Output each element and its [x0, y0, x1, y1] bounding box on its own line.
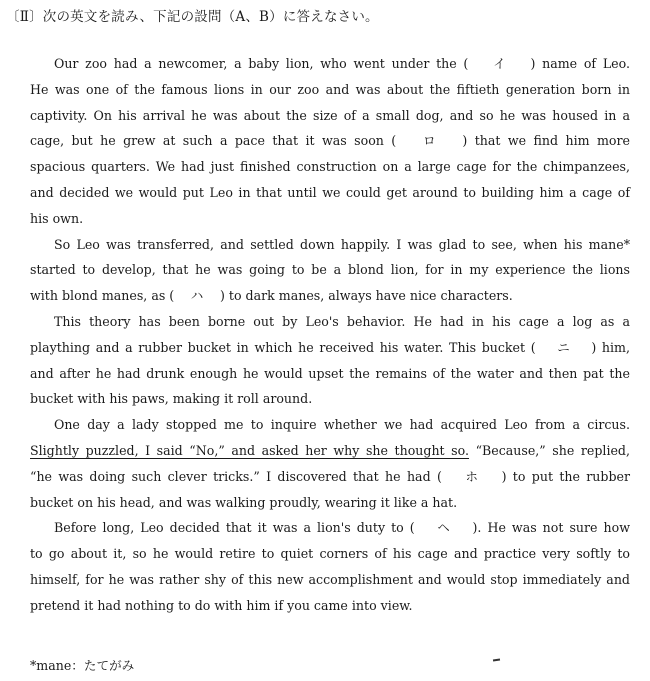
line-text: spacious quarters. We had just finished construction on a large cage for the chimpanzees, [30, 159, 630, 175]
line-text: himself, for he was rather shy of this new accomplishment and would stop immediately and [30, 571, 630, 587]
underlined-sentence: Slightly puzzled, I said “No,” and asked her why she thought so. [30, 442, 470, 458]
passage-line [30, 232, 630, 258]
passage-line [30, 335, 630, 361]
passage-line [30, 154, 630, 180]
line-text: bucket on his head, and was walking proudly, wearing it like a hat. [30, 494, 458, 510]
passage-line [30, 309, 630, 335]
line-text: with blond manes, as ( ハ ) to dark manes, always have nice characters. [30, 288, 513, 304]
line-text: plaything and a rubber bucket in which he received his water. This bucket ( ニ ) him, [30, 339, 630, 355]
line-text: bucket with his paws, making it roll around. [30, 391, 313, 407]
passage-line [30, 77, 630, 103]
line-text: One day a lady stopped me to inquire whether we had acquired Leo from a circus. [54, 417, 630, 433]
passage-line [30, 128, 630, 154]
footnote: *mane：たてがみ [30, 658, 135, 673]
line-text: captivity. On his arrival he was about the size of a small dog, and so he was housed in a [30, 107, 630, 123]
line-text: cage, but he grew at such a pace that it was soon ( ロ ) that we find him more [30, 133, 630, 149]
english-passage [30, 51, 630, 619]
section-header: 〔Ⅱ〕次の英文を読み、下記の設問（A、B）に答えなさい。 [6, 9, 379, 25]
passage-line [30, 464, 630, 490]
passage-line [30, 257, 630, 283]
line-text: So Leo was transferred, and settled down happily. I was glad to see, when his mane* [54, 236, 630, 252]
line-text: He was one of the famous lions in our zoo and was about the fiftieth generation born in [30, 81, 630, 97]
line-text: pretend it had nothing to do with him if you came into view. [30, 597, 413, 613]
passage-line [30, 490, 630, 516]
passage-line [30, 593, 630, 619]
line-text: to go about it, so he would retire to quiet corners of his cage and practice very softly to [30, 546, 630, 562]
passage-line [30, 412, 630, 438]
line-text: “Because,” she replied, [469, 442, 630, 458]
passage-line [30, 515, 630, 541]
passage-line [30, 103, 630, 129]
line-text: Before long, Leo decided that it was a lion's duty to ( ヘ ). He was not sure how [54, 520, 630, 536]
passage-line [30, 283, 630, 309]
passage-line [30, 51, 630, 77]
line-text: and after he had drunk enough he would upset the remains of the water and then pat the [30, 365, 630, 381]
passage-line [30, 361, 630, 387]
passage-line [30, 541, 630, 567]
passage-line [30, 180, 630, 206]
line-text: and decided we would put Leo in that until we could get around to building him a cage of [30, 184, 630, 200]
line-text: This theory has been borne out by Leo's behavior. He had in his cage a log as a [54, 313, 630, 329]
line-text: Our zoo had a newcomer, a baby lion, who went under the ( イ ) name of Leo. [54, 56, 630, 71]
passage-line [30, 438, 630, 464]
line-text: “he was doing such clever tricks.” I discovered that he had ( ホ ) to put the rubber [30, 468, 630, 484]
passage-line [30, 386, 630, 412]
line-text: his own. [30, 210, 84, 226]
passage-line [30, 206, 630, 232]
passage-line [30, 567, 630, 593]
stray-mark [493, 659, 500, 662]
line-text: started to develop, that he was going to be a blond lion, for in my experience the lions [30, 262, 630, 278]
